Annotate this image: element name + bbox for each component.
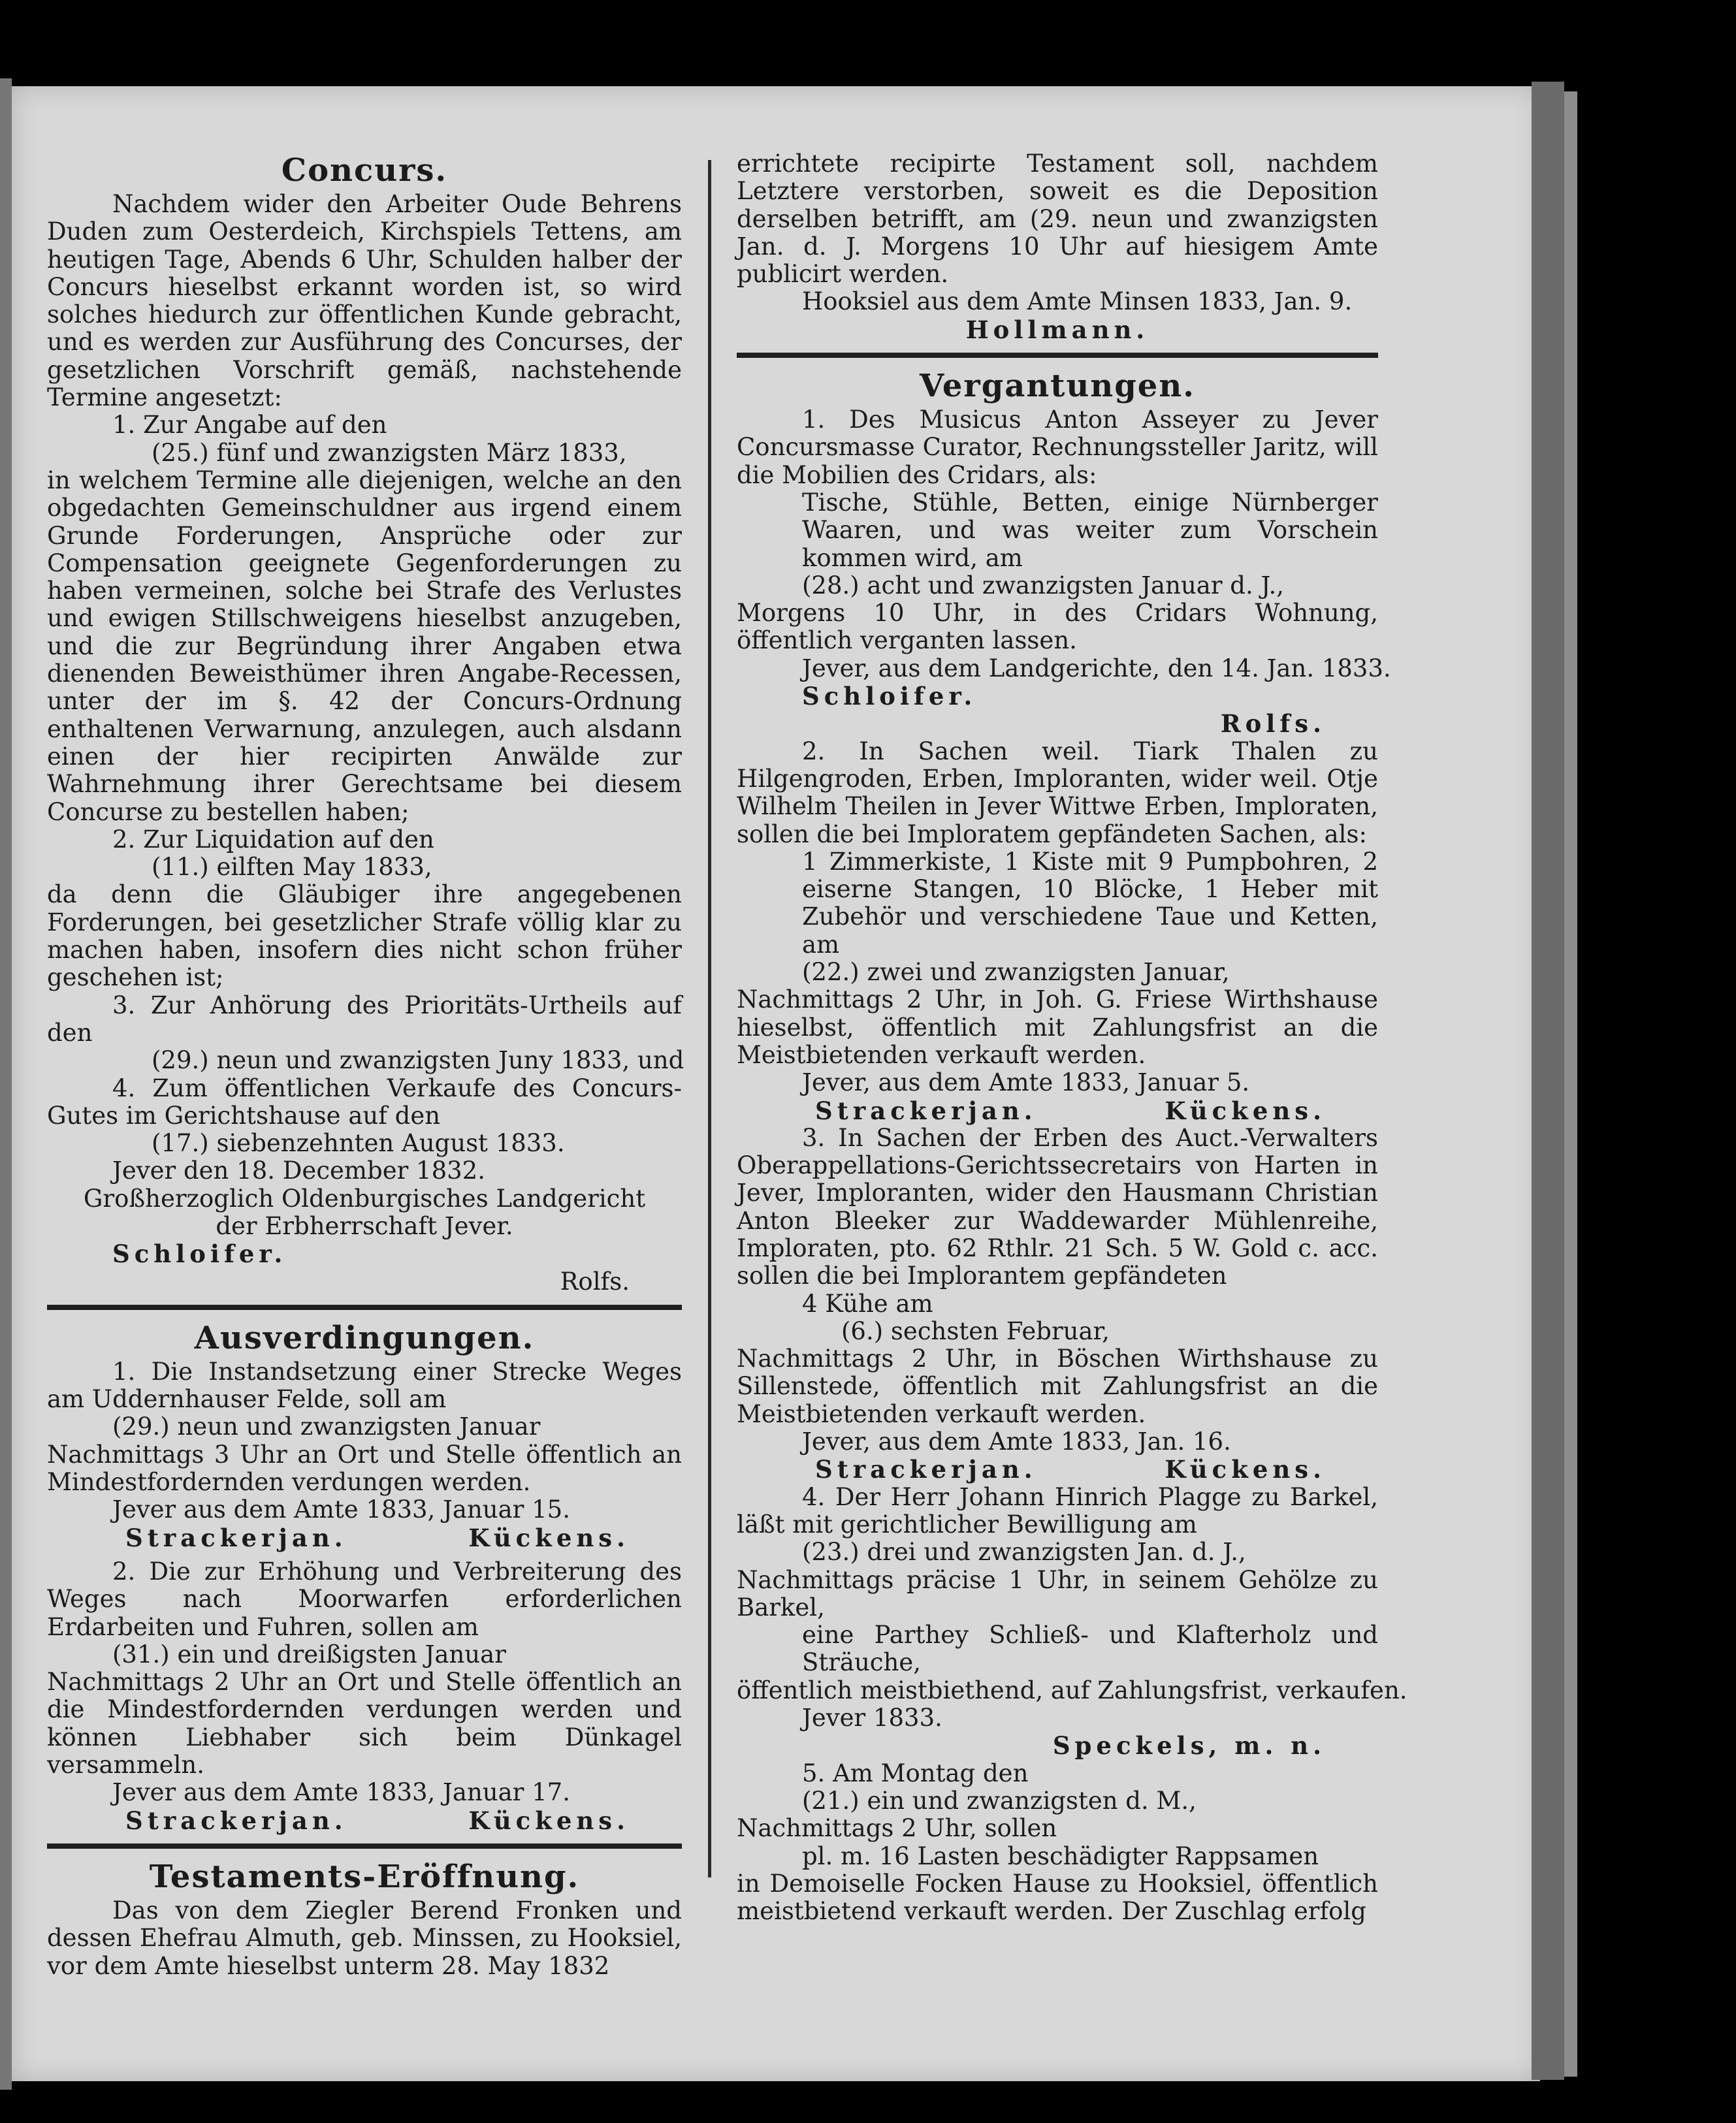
term-4-date: (17.) siebenzehnten August 1833. <box>152 1129 565 1158</box>
term-1-date: (25.) fünf und zwanzigsten März 1833, <box>152 438 627 467</box>
ausverdingung-2-signatures <box>47 1807 682 1834</box>
ausverdingung-2-date: (31.) ein und dreißigsten Januar <box>112 1640 506 1668</box>
vergantung-5-rest-2: in Demoiselle Focken Hause zu Hooksiel, öffentlich meistbietend verkauft werden. Der Zuschlag erfolg <box>737 1869 1378 1926</box>
ausverdingung-2-rest: Nachmittags 2 Uhr an Ort und Stelle öffentlich an die Mindestfordernden verdungen werden und können Liebhaber sich beim Dünkagel versammeln. <box>47 1668 682 1780</box>
vergantung-2-rest: Nachmittags 2 Uhr, in Joh. G. Friese Wirthshause hieselbst, öffentlich mit Zahlungsfrist an die Meistbietenden verkauft werden. <box>737 985 1378 1069</box>
page-edge-right <box>1564 91 1577 2077</box>
vergantung-2-place: Jever, aus dem Amte 1833, Januar 5. <box>802 1068 1250 1097</box>
vergantung-3-rest: Nachmittags 2 Uhr, in Böschen Wirthshause zu Sillenstede, öffentlich mit Zahlungsfrist an die Meistbietenden verkauft werden. <box>737 1345 1378 1428</box>
vergantung-3-signatures <box>737 1456 1378 1483</box>
section-rule <box>47 1305 682 1310</box>
vergantung-1-rest: Morgens 10 Uhr, in des Cridars Wohnung, öffentlich verganten lassen. <box>737 599 1378 655</box>
testament-continuation: errichtete recipirte Testament soll, nachdem Letztere verstorben, soweit es die Deposition derselben betrifft, am (29. neun und zwanzigsten Jan. d. J. Morgens 10 Uhr auf hiesigem Amte publicirt werden. <box>737 150 1378 289</box>
vergantung-4-text: 4. Der Herr Johann Hinrich Plagge zu Barkel, läßt mit gerichtlicher Bewilligung am <box>737 1482 1378 1539</box>
term-3-date: (29.) neun und zwanzigsten Juny 1833, und <box>152 1046 684 1075</box>
concurs-signature-1: Schloifer. <box>112 1239 287 1269</box>
vergantung-3-signature-2: Kückens. <box>1165 1455 1326 1484</box>
vergantung-4-rest-2: öffentlich meistbiethend, auf Zahlungsfrist, verkaufen. <box>737 1676 1407 1704</box>
ausverdingung-1-signature-1: Strackerjan. <box>125 1523 347 1552</box>
vergantung-5-date: (21.) ein und zwanzigsten d. M., <box>802 1786 1197 1815</box>
term-2-heading: 2. Zur Liquidation auf den <box>112 825 434 854</box>
section-title-testament: Testaments-Eröffnung. <box>149 1858 580 1895</box>
ausverdingung-2-signature-2: Kückens. <box>468 1806 630 1835</box>
vergantung-3-signature-1: Strackerjan. <box>815 1455 1037 1484</box>
vergantung-4-items: eine Parthey Schließ- und Klafterholz und Sträuche, <box>802 1621 1378 1677</box>
vergantung-3-text: 3. In Sachen der Erben des Auct.-Verwalters Oberappellations-Gerichtssecretairs von Harten in Jever, Imploranten, wider den Hausmann Christian Anton Bleeker zur Waddewarder Mühlenreihe, Imploraten, pto. 62 Rthlr. 21 Sch. 5 W. Gold c. acc. sollen die bei Implorantem gepfändeten <box>737 1123 1378 1290</box>
vergantung-2-date: (22.) zwei und zwanzigsten Januar, <box>802 958 1230 987</box>
column-divider <box>708 160 711 1877</box>
section-title-ausverdingungen: Ausverdingungen. <box>194 1319 535 1356</box>
ausverdingung-1-signature-2: Kückens. <box>468 1523 630 1552</box>
section-title-concurs: Concurs. <box>281 152 448 189</box>
vergantung-3-place: Jever, aus dem Amte 1833, Jan. 16. <box>802 1428 1231 1456</box>
vergantung-3-items: 4 Kühe am <box>802 1289 933 1318</box>
left-column <box>47 150 682 1980</box>
vergantung-3-date: (6.) sechsten Februar, <box>841 1317 1110 1345</box>
book-spine <box>1532 82 1564 2080</box>
concurs-place-date: Jever den 18. December 1832. <box>112 1157 485 1185</box>
vergantung-4-rest: Nachmittags präcise 1 Uhr, in seinem Gehölze zu Barkel, <box>737 1565 1378 1621</box>
right-column <box>737 150 1407 1926</box>
vergantung-5-items: pl. m. 16 Lasten beschädigter Rappsamen <box>802 1842 1319 1870</box>
testament-place-date: Hooksiel aus dem Amte Minsen 1833, Jan. 9. <box>802 287 1353 316</box>
vergantung-2-text: 2. In Sachen weil. Tiark Thalen zu Hilgengroden, Erben, Imploranten, wider weil. Otje Wilhelm Theilen in Jever Wittwe Erben, Imploraten, sollen die bei Imploratem gepfändeten Sachen, als: <box>737 737 1378 848</box>
ausverdingung-2-text: 2. Die zur Erhöhung und Verbreiterung des Weges nach Moorwarfen erforderlichen Erdarbeiten und Fuhren, sollen am <box>47 1557 682 1641</box>
ausverdingung-1-rest: Nachmittags 3 Uhr an Ort und Stelle öffentlich an Mindestfordernden verdungen werden. <box>47 1440 682 1497</box>
section-rule <box>47 1844 682 1849</box>
ausverdingung-1-text: 1. Die Instandsetzung einer Strecke Weges am Uddernhauser Felde, soll am <box>47 1357 682 1414</box>
vergantung-1-signature-2: Rolfs. <box>1220 709 1326 739</box>
vergantung-5-text: 5. Am Montag den <box>802 1759 1029 1787</box>
testament-text: Das von dem Ziegler Berend Fronken und dessen Ehefrau Almuth, geb. Minssen, zu Hooksiel, vor dem Amte hieselbst unterm 28. May 1832 <box>47 1896 682 1980</box>
vergantung-5-rest: Nachmittags 2 Uhr, sollen <box>737 1814 1057 1843</box>
ausverdingung-1-place: Jever aus dem Amte 1833, Januar 15. <box>112 1495 570 1524</box>
term-3-heading: 3. Zur Anhörung des Prioritäts-Urtheils auf den <box>47 991 682 1047</box>
vergantung-1-signature-1: Schloifer. <box>802 682 977 711</box>
vergantung-4-date: (23.) drei und zwanzigsten Jan. d. J., <box>802 1538 1246 1567</box>
ausverdingung-2-place: Jever aus dem Amte 1833, Januar 17. <box>112 1778 570 1807</box>
testament-signature: Hollmann. <box>965 315 1149 344</box>
vergantung-1-place: Jever, aus dem Landgerichte, den 14. Jan. 1833. <box>802 654 1391 682</box>
vergantung-1-items: Tische, Stühle, Betten, einige Nürnberger Waaren, und was weiter zum Vorschein kommen wird, am <box>802 488 1378 572</box>
vergantung-2-signature-1: Strackerjan. <box>815 1096 1037 1125</box>
term-4-heading: 4. Zum öffentlichen Verkaufe des Concurs-Gutes im Gerichtshause auf den <box>47 1074 682 1130</box>
concurs-authority-2: der Erbherrschaft Jever. <box>216 1211 513 1240</box>
section-title-vergantungen: Vergantungen. <box>920 368 1195 405</box>
ausverdingung-1-signatures <box>47 1524 682 1552</box>
vergantung-1-date: (28.) acht und zwanzigsten Januar d. J., <box>802 571 1284 599</box>
term-2-text: da denn die Gläubiger ihre angegebenen Forderungen, bei gesetzlicher Strafe völlig klar zu machen haben, insofern dies nicht schon früher geschehen ist; <box>47 880 682 992</box>
concurs-signature-2: Rolfs. <box>560 1267 630 1296</box>
ausverdingung-1-date: (29.) neun und zwanzigsten Januar <box>112 1413 541 1441</box>
vergantung-4-signature: Speckels, m. n. <box>1052 1731 1326 1761</box>
term-1-text: in welchem Termine alle diejenigen, welche an den obgedachten Gemeinschuldner aus irgend einem Grunde Forderungen, Ansprüche oder zur Compensation geeignete Gegenforderungen zu haben vermeinen, solche bei Strafe des Verlustes und ewigen Stillschweigens hieselbst anzugeben, und die zur Begründung ihrer Angaben etwa dienenden Beweisthümer ihren Angabe-Recessen, unter der im §. 42 der Concurs-Ordnung enthaltenen Verwarnung, anzulegen, auch alsdann einen der hier recipirten Anwälde zur Wahrnehmung ihrer Gerechtsame bei diesem Concurse zu bestellen haben; <box>47 466 682 826</box>
vergantung-2-signatures <box>737 1097 1378 1125</box>
vergantung-1-text: 1. Des Musicus Anton Asseyer zu Jever Concursmasse Curator, Rechnungssteller Jaritz, will die Mobilien des Cridars, als: <box>737 406 1378 489</box>
section-rule <box>737 353 1378 358</box>
vergantung-4-place: Jever 1833. <box>802 1704 942 1732</box>
page-edge-left <box>0 78 12 2090</box>
concurs-intro: Nachdem wider den Arbeiter Oude Behrens Duden zum Oesterdeich, Kirchspiels Tettens, am heutigen Tage, Abends 6 Uhr, Schulden halber der Concurs hieselbst erkannt worden ist, so wird solches hiedurch zur öffentlichen Kunde gebracht, und es werden zur Ausführung des Concurses, der gesetzlichen Vorschrift gemäß, nachstehende Termine angesetzt: <box>47 190 682 412</box>
ausverdingung-2-signature-1: Strackerjan. <box>125 1806 347 1835</box>
term-2-date: (11.) eilften May 1833, <box>152 853 432 882</box>
vergantung-2-items: 1 Zimmerkiste, 1 Kiste mit 9 Pumpbohren, 2 eiserne Stangen, 10 Blöcke, 1 Heber mit Zubehör und verschiedene Taue und Ketten, am <box>802 847 1378 959</box>
vergantung-2-signature-2: Kückens. <box>1165 1096 1326 1125</box>
term-1-heading: 1. Zur Angabe auf den <box>112 411 387 439</box>
concurs-authority-1: Großherzoglich Oldenburgisches Landgericht <box>83 1184 646 1213</box>
